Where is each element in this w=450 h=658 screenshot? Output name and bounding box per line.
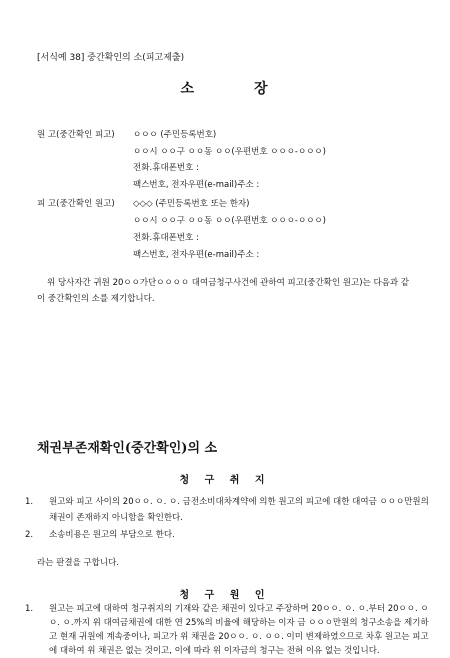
section-heading: 채권부존재확인(중간확인)의 소 [37,441,218,456]
claim-item-text: 원고와 피고 사이의 20ㅇㅇ. ㅇ. ㅇ. 금전소비대차계약에 의한 원고의 피고에 대한 대여금 ㅇㅇㅇ만원의 채권이 존재하지 아니함을 확인한다. [49,497,429,523]
claim-item-1 [25,494,429,526]
defendant-phone: 전화․휴대폰번호 : [133,233,199,243]
defendant-label: 피 고(중간확인 원고) [37,199,115,209]
plaintiff-address: ㅇㅇ시 ㅇㅇ구 ㅇㅇ동 ㅇㅇ(우편번호 ㅇㅇㅇ-ㅇㅇㅇ) [133,147,326,157]
plaintiff-phone: 전화․휴대폰번호 : [133,163,199,173]
reason-heading: 청 구 원 인 [179,590,271,601]
plaintiff-label: 원 고(중간확인 피고) [37,130,115,140]
document-title [0,78,450,98]
claim-item-number: 1. [25,497,34,507]
claim-item-text: 소송비용은 원고의 부담으로 한다. [49,530,175,540]
reason-item-number: 1. [25,604,34,614]
claim-item-number: 2. [25,530,34,540]
reason-item-1 [25,602,429,658]
intro-paragraph: 위 당사자간 귀원 20ㅇㅇ가단ㅇㅇㅇㅇ 대여금청구사건에 관하여 피고(중간확인 원고)는 다음과 같이 중간확인의 소를 제기합니다. [37,278,409,304]
claim-heading: 청 구 취 지 [179,475,271,486]
claim-item-2 [25,527,429,543]
form-tag: [서식예 38] 중간확인의 소(피고제출) [37,53,185,63]
reason-item-text: 원고는 피고에 대하여 청구취지의 기재와 같은 채권이 있다고 주장하며 20ㅇㅇ. ㅇ. ㅇ.부터 20ㅇㅇ. ㅇㅇ. ㅇ.까지 위 대여금채권에 대한 연 25%의 비율에 해당하는 이자 금 ㅇㅇㅇ만원의 청구소송을 제기하고 현재 귀원에 계속중이나, 피고가 위 채권을 20ㅇㅇ. ㅇ. ㅇㅇ. 이미 변제하였으므로 차후 원고는 피고에 대하여 위 채권은 없는 것이고, 이에 따라 위 이자금의 청구는 전혀 이유 없는 것입니다. [49,604,429,656]
plaintiff-name: ㅇㅇㅇ (주민등록번호) [133,130,217,140]
defendant-address: ㅇㅇ시 ㅇㅇ구 ㅇㅇ동 ㅇㅇ(우편번호 ㅇㅇㅇ-ㅇㅇㅇ) [133,216,326,226]
judgment-request: 라는 판결을 구합니다. [37,558,120,568]
title-char-1: 소 [180,81,196,97]
defendant-fax-email: 팩스번호, 전자우편(e-mail)주소 : [133,250,260,260]
plaintiff-fax-email: 팩스번호, 전자우편(e-mail)주소 : [133,180,260,190]
defendant-name: ◇◇◇ (주민등록번호 또는 한자) [133,199,250,209]
title-char-2: 장 [254,81,270,97]
